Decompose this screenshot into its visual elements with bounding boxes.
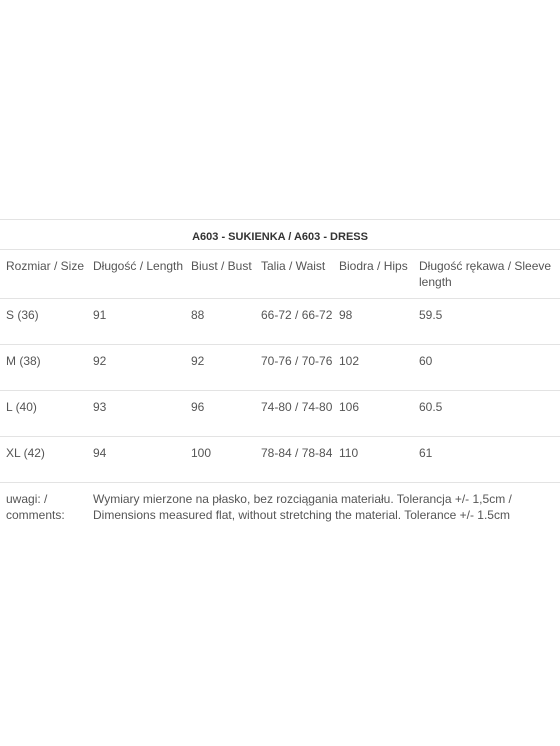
cell-bust: 100 <box>185 437 255 483</box>
cell-size: XL (42) <box>0 437 87 483</box>
cell-bust: 96 <box>185 391 255 437</box>
table-row <box>0 437 560 483</box>
cell-hips: 110 <box>333 437 413 483</box>
cell-waist: 66-72 / 66-72 <box>255 299 333 345</box>
cell-bust: 88 <box>185 299 255 345</box>
cell-sleeve-length: 60 <box>413 345 560 391</box>
table-title: A603 - SUKIENKA / A603 - DRESS <box>0 220 560 250</box>
cell-length: 94 <box>87 437 185 483</box>
header-sleeve-length: Długość rękawa / Sleeve length <box>413 250 560 299</box>
header-hips: Biodra / Hips <box>333 250 413 299</box>
size-chart-table <box>0 219 560 531</box>
cell-length: 91 <box>87 299 185 345</box>
cell-bust: 92 <box>185 345 255 391</box>
cell-hips: 106 <box>333 391 413 437</box>
table-header-row <box>0 250 560 299</box>
table-row <box>0 345 560 391</box>
cell-waist: 70-76 / 70-76 <box>255 345 333 391</box>
table-row <box>0 391 560 437</box>
header-bust: Biust / Bust <box>185 250 255 299</box>
cell-waist: 78-84 / 78-84 <box>255 437 333 483</box>
cell-hips: 98 <box>333 299 413 345</box>
table-row <box>0 299 560 345</box>
cell-sleeve-length: 60.5 <box>413 391 560 437</box>
header-size: Rozmiar / Size <box>0 250 87 299</box>
cell-size: M (38) <box>0 345 87 391</box>
notes-text: Wymiary mierzone na płasko, bez rozciągania materiału. Tolerancja +/- 1,5cm / Dimensions measured flat, without stretching the material. Tolerance +/- 1.5cm <box>87 483 560 532</box>
header-waist: Talia / Waist <box>255 250 333 299</box>
notes-row <box>0 483 560 532</box>
header-length: Długość / Length <box>87 250 185 299</box>
cell-size: S (36) <box>0 299 87 345</box>
cell-length: 92 <box>87 345 185 391</box>
table-title-row <box>0 220 560 250</box>
cell-size: L (40) <box>0 391 87 437</box>
cell-sleeve-length: 59.5 <box>413 299 560 345</box>
notes-label: uwagi: / comments: <box>0 483 87 532</box>
cell-waist: 74-80 / 74-80 <box>255 391 333 437</box>
cell-sleeve-length: 61 <box>413 437 560 483</box>
cell-hips: 102 <box>333 345 413 391</box>
cell-length: 93 <box>87 391 185 437</box>
